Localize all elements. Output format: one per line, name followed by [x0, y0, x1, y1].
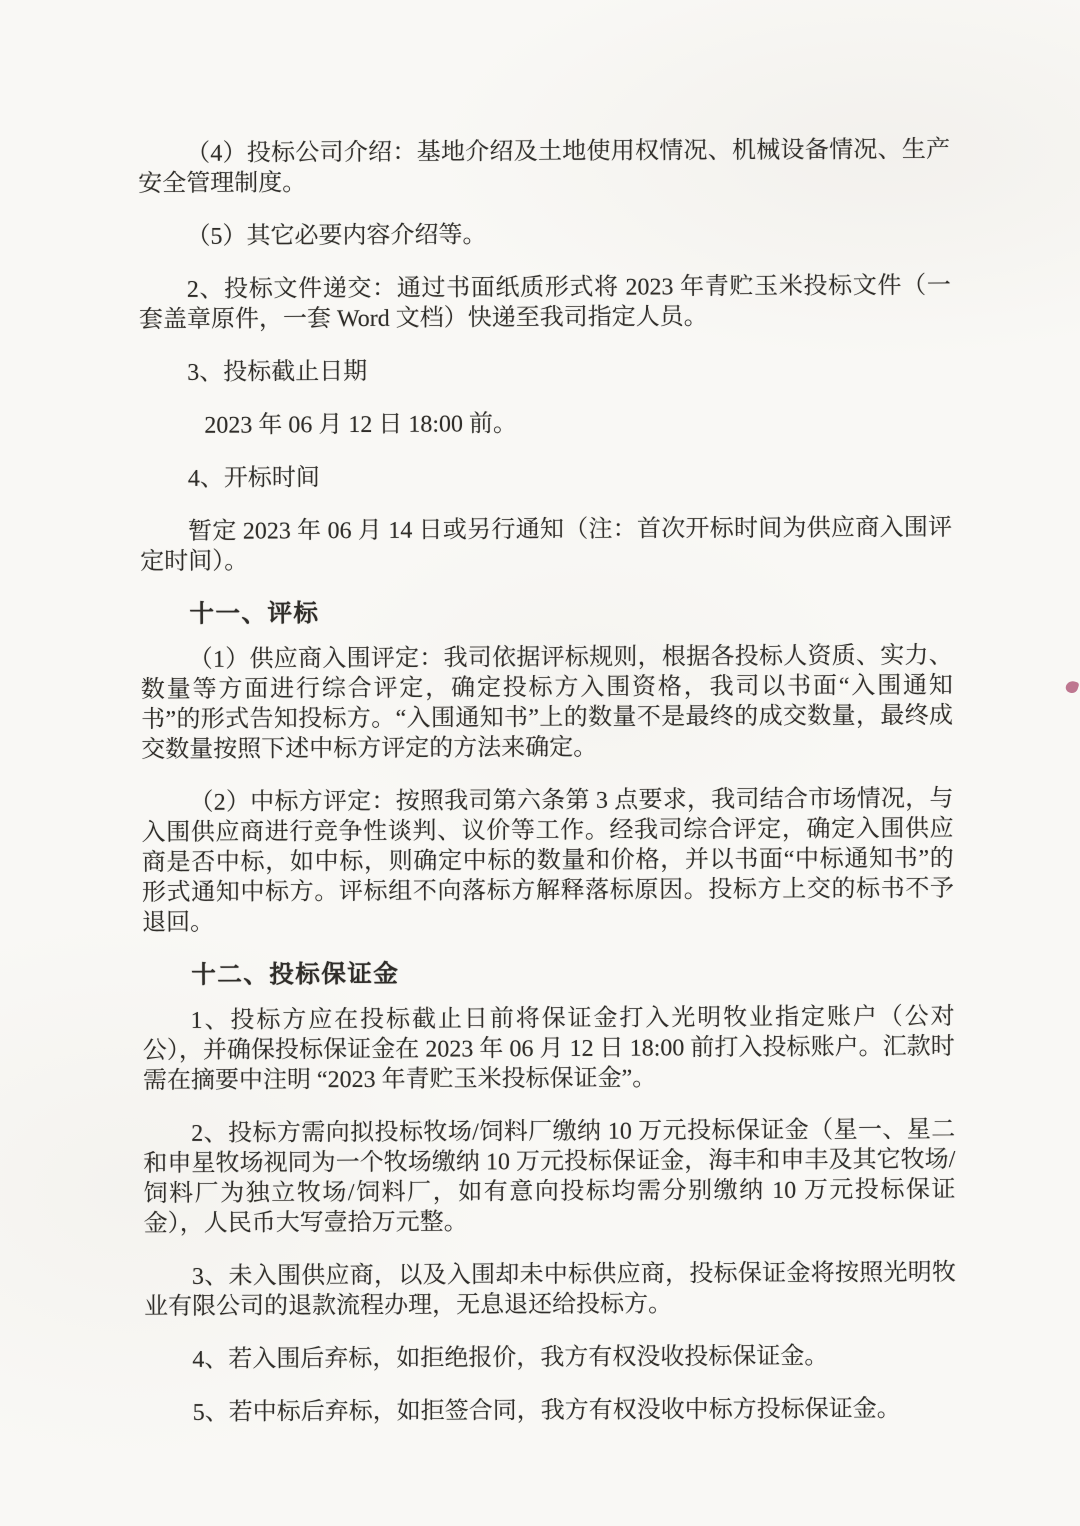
- document-body: [138, 135, 957, 1451]
- body-paragraph: 2023 年 06 月 12 日 18:00 前。: [204, 411, 518, 439]
- body-paragraph: 1、投标方应在投标截止日前将保证金打入光明牧业指定账户（公对公），并确保投标保证金在 2023 年 06 月 12 日 18:00 前打入投标账户。汇款时需在摘要中注明 “2023 年青贮玉米投标保证金”。: [142, 1003, 955, 1095]
- body-paragraph: （2）中标方评定：按照我司第六条第 3 点要求，我司结合市场情况，与入围供应商进行竞争性谈判、议价等工作。经我司综合评定，确定入围供应商是否中标，如中标，则确定中标的数量和价格，并以书面“中标通知书”的形式通知中标方。评标组不向落标方解释落标原因。投标方上交的标书不予退回。: [141, 785, 955, 937]
- body-paragraph: 3、未入围供应商，以及入围却未中标供应商，投标保证金将按照光明牧业有限公司的退款流程办理，无息退还给投标方。: [144, 1259, 957, 1321]
- body-paragraph: （5）其它必要内容介绍等。: [186, 222, 487, 250]
- body-paragraph: 4、开标时间: [187, 465, 320, 492]
- body-paragraph: 4、若入围后弃标，如拒绝报价，我方有权没收投标保证金。: [192, 1343, 829, 1373]
- body-paragraph: 3、投标截止日期: [187, 358, 368, 386]
- body-paragraph: 暂定 2023 年 06 月 14 日或另行通知（注：首次开标时间为供应商入围评定时间）。: [140, 514, 953, 576]
- section-heading: 十二、投标保证金: [191, 960, 400, 989]
- body-paragraph: 2、投标文件递交：通过书面纸质形式将 2023 年青贮玉米投标文件（一套盖章原件，一套 Word 文档）快递至我司指定人员。: [138, 272, 951, 334]
- body-paragraph: 5、若中标后弃标，如拒签合同，我方有权没收中标方投标保证金。: [192, 1396, 901, 1426]
- body-paragraph: （4）投标公司介绍：基地介绍及土地使用权情况、机械设备情况、生产安全管理制度。: [138, 136, 951, 198]
- body-paragraph: （1）供应商入围评定：我司依据评标规则，根据各投标人资质、实力、数量等方面进行综合评定，确定投标方入围资格，我司以书面“入围通知书”的形式告知投标方。“入围通知书”上的数量不是最终的成交数量，最终成交数量按照下述中标方评定的方法来确定。: [140, 642, 954, 764]
- section-heading: 十一、评标: [189, 600, 320, 628]
- body-paragraph: 2、投标方需向拟投标牧场/饲料厂缴纳 10 万元投标保证金（星一、星二和申星牧场视同为一个牧场缴纳 10 万元投标保证金，海丰和申丰及其它牧场/饲料厂为独立牧场/饲料厂，如有意向投标均需分别缴纳 10 万元投标保证金），人民币大写壹拾万元整。: [143, 1116, 956, 1238]
- ink-smudge: [1064, 679, 1079, 694]
